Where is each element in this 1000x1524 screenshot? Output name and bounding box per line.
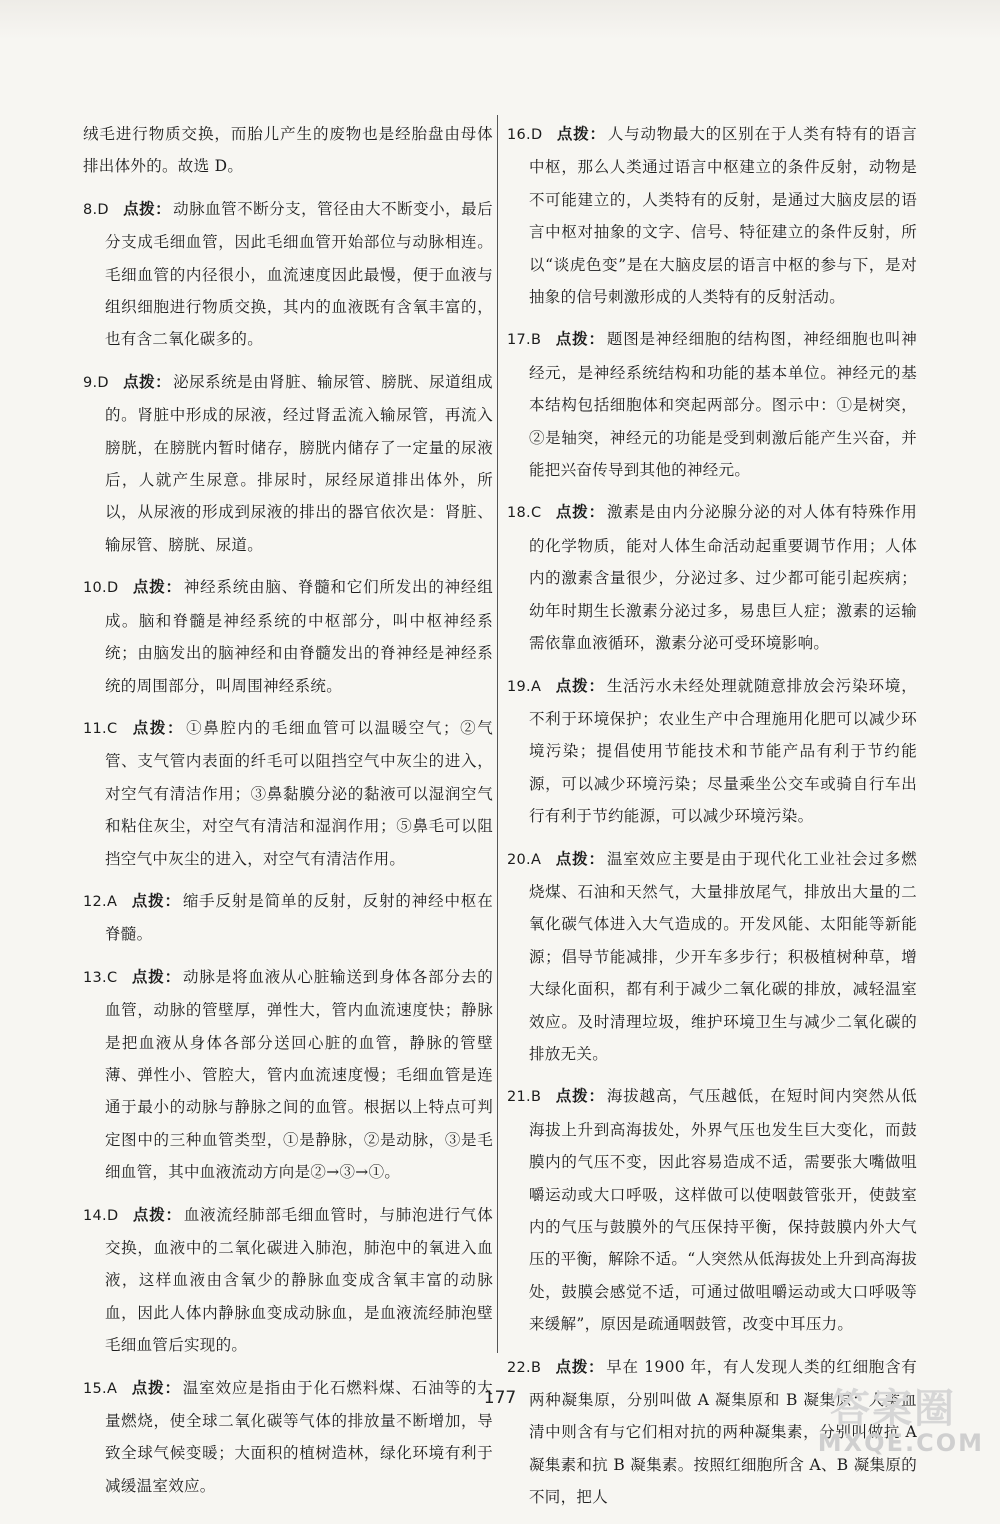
question-number: 13.C (83, 969, 118, 986)
explanation-text: 神经系统由脑、脊髓和它们所发出的神经组成。脑和脊髓是神经系统的中枢部分，叫中枢神经系统；由脑发出的脑神经和由脊髓发出的脊神经是神经系统的周围部分，叫周围神经系统。 (105, 578, 494, 695)
answer-entry (507, 118, 917, 313)
answer-entry (83, 885, 493, 951)
explanation-text: 温室效应主要是由于现代化工业社会过多燃烧煤、石油和天然气，大量排放尾气，排放出大量的二氧化碳气体进入大气造成的。开发风能、太阳能等新能源；倡导节能减排，少开车多步行；积极植树种草，增大绿化面积，都有利于减少二氧化碳的排放，减轻温室效应。及时清理垃圾，维护环境卫生与减少二氧化碳的排放无关。 (529, 849, 917, 1063)
hint-label: 点拨： (555, 1086, 605, 1106)
question-number: 14.D (83, 1207, 119, 1224)
explanation-text: 绒毛进行物质交换，而胎儿产生的废物也是经胎盘由母体排出体外的。故选 D。 (83, 125, 493, 176)
explanation-text: 泌尿系统是由肾脏、输尿管、膀胱、尿道组成的。肾脏中形成的尿液，经过肾盂流入输尿管，再流入膀胱，在膀胱内暂时储存，膀胱内储存了一定量的尿液后，人就产生尿意。排尿时，尿经尿道排出体外，所以，从尿液的形成到尿液的排出的器官依次是：肾脏、输尿管、膀胱、尿道。 (105, 372, 493, 554)
question-number: 16.D (507, 127, 543, 143)
hint-label: 点拨： (555, 675, 605, 695)
answer-entry (83, 712, 493, 875)
right-column (507, 118, 917, 1524)
hint-label: 点拨： (131, 717, 185, 737)
hint-label: 点拨： (132, 1204, 182, 1224)
question-number: 9.D (83, 374, 109, 391)
explanation-text: 动脉是将血液从心脏输送到身体各部分去的血管，动脉的管壁厚，弹性大，管内血流速度快；静脉是把血液从身体各部分送回心脏的血管，静脉的管壁薄、弹性小、管腔大，管内血流速度慢；毛细血管是连通于最小的动脉与静脉之间的血管。根据以上特点可判定图中的三种血管类型，①是静脉，②是动脉，③是毛细血管，其中血液流动方向是②→③→①。 (105, 967, 494, 1182)
question-number: 20.A (507, 851, 542, 868)
hint-label: 点拨： (122, 198, 172, 218)
question-number: 15.A (83, 1380, 118, 1397)
question-number: 11.C (83, 720, 118, 737)
explanation-text: 早在 1900 年，有人发现人类的红细胞含有两种凝集原，分别叫做 A 凝集原和 B 凝集原；人类血清中则含有与它们相对抗的两种凝集素，分别叫做抗 A 凝集素和抗 B 凝集素。按照红细胞所含 A、B 凝集原的不同，把人 (529, 1357, 917, 1507)
hint-label: 点拨： (131, 890, 181, 910)
explanation-text: 温室效应是指由于化石燃料煤、石油等的大量燃烧，使全球二氧化碳等气体的排放量不断增加，导致全球气候变暖；大面积的植树造林，绿化环境有利于减缓温室效应。 (105, 1378, 493, 1495)
answer-entry (507, 1080, 917, 1340)
hint-label: 点拨： (131, 1377, 181, 1397)
answer-entry (507, 843, 917, 1071)
answer-entry (507, 670, 917, 833)
answer-entry (83, 118, 493, 183)
hint-label: 点拨： (556, 124, 606, 143)
explanation-text: 人与动物最大的区别在于人类有特有的语言中枢，那么人类通过语言中枢建立的条件反射，动物是不可能建立的，人类特有的反射，是通过大脑皮层的语言中枢对抽象的文字、信号、特征建立的条件反射，所以“谈虎色变”是在大脑皮层的语言中枢的参与下，是对抽象的信号刺激形成的人类特有的反射活动。 (529, 125, 918, 307)
hint-label: 点拨： (555, 502, 605, 522)
explanation-text: 血液流经肺部毛细血管时，与肺泡进行气体交换，血液中的二氧化碳进入肺泡，肺泡中的氧进入血液，这样血液由含氧少的静脉血变成含氧丰富的动脉血，因此人体内静脉血变成动脉血，是血液流经肺泡壁毛细血管后实现的。 (105, 1205, 494, 1355)
question-number: 19.A (507, 678, 542, 695)
hint-label: 点拨： (555, 848, 605, 868)
answer-entry (83, 571, 493, 702)
hint-label: 点拨： (555, 329, 605, 349)
explanation-text: 生活污水未经处理就随意排放会污染环境，不利于环境保护；农业生产中合理施用化肥可以减少环境污染；提倡使用节能技术和节能产品有利于节约能源，可以减少环境污染；尽量乘坐公交车或骑自行车出行有利于节约能源，可以减少环境污染。 (529, 676, 917, 826)
watermark-url: MXQE.COM (817, 1429, 984, 1457)
answer-entry (83, 1199, 493, 1362)
hint-label: 点拨： (122, 371, 172, 391)
question-number: 10.D (83, 580, 119, 597)
left-column (83, 118, 493, 1512)
question-number: 12.A (83, 893, 118, 910)
question-number: 17.B (507, 332, 542, 349)
explanation-text: 缩手反射是简单的反射，反射的神经中枢在脊髓。 (105, 891, 493, 944)
question-number: 22.B (507, 1359, 542, 1376)
hint-label: 点拨： (555, 1356, 605, 1376)
scan-edge (0, 0, 1000, 40)
page-number: 177 (483, 1388, 517, 1408)
hint-label: 点拨： (131, 966, 181, 986)
explanation-text: 题图是神经细胞的结构图，神经细胞也叫神经元，是神经系统结构和功能的基本单位。神经元的基本结构包括细胞体和突起两部分。图示中：①是树突，②是轴突，神经元的功能是受到刺激后能产生兴奋，并能把兴奋传导到其他的神经元。 (529, 330, 918, 480)
explanation-text: 激素是由内分泌腺分泌的对人体有特殊作用的化学物质，能对人体生命活动起重要调节作用；人体内的激素含量很少，分泌过多、过少都可能引起疾病；幼年时期生长激素分泌过多，易患巨人症；激素的运输需依靠血液循环，激素分泌可受环境影响。 (529, 503, 918, 653)
question-number: 18.C (507, 505, 542, 522)
watermark-text: 答案圈 (830, 1386, 956, 1432)
answer-entry (507, 496, 917, 659)
answer-entry (83, 366, 493, 561)
question-number: 21.B (507, 1089, 542, 1106)
explanation-text: ①鼻腔内的毛细血管可以温暖空气；②气管、支气管内表面的纤毛可以阻挡空气中灰尘的进入，对空气有清洁作用；③鼻黏膜分泌的黏液可以湿润空气和粘住灰尘，对空气有清洁和湿润作用；⑤鼻毛可以阻挡空气中灰尘的进入，对空气有清洁作用。 (105, 718, 493, 868)
hint-label: 点拨： (132, 577, 182, 597)
answer-entry (507, 323, 917, 486)
explanation-text: 海拔越高，气压越低，在短时间内突然从低海拔上升到高海拔处，外界气压也发生巨大变化，而鼓膜内的气压不变，因此容易造成不适，需要张大嘴做咀嚼运动或大口呼吸，这样做可以使咽鼓管张开，使鼓室内的气压与鼓膜外的气压保持平衡，保持鼓膜内外大气压的平衡，解除不适。“人突然从低海拔处上升到高海拔处，鼓膜会感觉不适，可通过做咀嚼运动或大口呼吸等来缓解”，原因是疏通咽鼓管，改变中耳压力。 (529, 1087, 918, 1334)
answer-entry (83, 961, 493, 1189)
answer-entry (83, 193, 493, 356)
explanation-text: 动脉血管不断分支，管径由大不断变小，最后分支成毛细血管，因此毛细血管开始部位与动脉相连。毛细血管的内径很小，血流速度因此最慢，便于血液与组织细胞进行物质交换，其内的血液既有含氧丰富的，也有含二氧化碳多的。 (105, 199, 493, 349)
column-divider (497, 115, 498, 1353)
watermark-logo (814, 1377, 984, 1457)
question-number: 8.D (83, 201, 109, 218)
